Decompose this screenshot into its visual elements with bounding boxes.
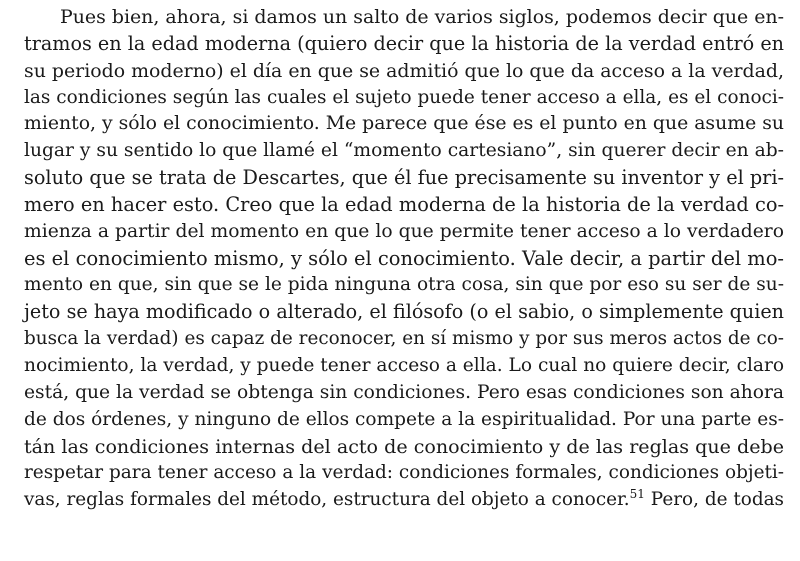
text-line-2: tramos en la edad moderna (quiero decir que la historia de la verdad entró en bbox=[24, 31, 784, 55]
text-line-3: su periodo moderno) el día en que se admitió que lo que da acceso a la verdad, bbox=[24, 59, 784, 82]
footnote-reference: 51 bbox=[629, 487, 645, 502]
text-line-10: es el conocimiento mismo, y sólo el conocimiento. Vale decir, a partir del mo- bbox=[24, 246, 784, 270]
text-line-7: soluto que se trata de Descartes, que él fue precisamente su inventor y el pri- bbox=[24, 166, 784, 190]
text-line-1: Pues bien, ahora, si damos un salto de varios siglos, podemos decir que en- bbox=[60, 6, 784, 28]
text-line-4: las condiciones según las cuales el sujeto puede tener acceso a ella, es el conoci- bbox=[24, 86, 784, 108]
text-line-19-main: vas, reglas formales del método, estructura del objeto a conocer. bbox=[24, 489, 630, 511]
text-line-8: mero en hacer esto. Creo que la edad moderna de la historia de la verdad co- bbox=[24, 192, 784, 216]
text-line-13: busca la verdad) es capaz de reconocer, en sí mismo y por sus meros actos de co- bbox=[24, 328, 784, 350]
text-line-19 bbox=[24, 487, 784, 514]
text-line-19-tail: Pero, de todas bbox=[644, 489, 784, 511]
text-line-14: nocimiento, la verdad, y puede tener acceso a ella. Lo cual no quiere decir, claro bbox=[24, 354, 785, 376]
text-line-18: respetar para tener acceso a la verdad: condiciones formales, condiciones objeti- bbox=[24, 462, 784, 484]
text-line-12: jeto se haya modificado o alterado, el filósofo (o el sabio, o simplemente quien bbox=[24, 300, 784, 324]
text-line-9: mienza a partir del momento en que lo que permite tener acceso a lo verdadero bbox=[24, 220, 784, 242]
text-line-17: tán las condiciones internas del acto de conocimiento y de las reglas que debe bbox=[24, 435, 784, 458]
text-line-15: está, que la verdad se obtenga sin condiciones. Pero esas condiciones son ahora bbox=[24, 381, 785, 403]
text-line-16: de dos órdenes, y ninguno de ellos compete a la espiritualidad. Por una parte es- bbox=[24, 408, 784, 430]
body-paragraph bbox=[24, 4, 784, 514]
text-line-5: miento, y sólo el conocimiento. Me parece que ése es el punto en que asume su bbox=[24, 113, 784, 135]
text-line-6: lugar y su sentido lo que llamé el “momento cartesiano”, sin querer decir en ab- bbox=[24, 140, 784, 162]
text-line-11: mento en que, sin que se le pida ninguna otra cosa, sin que por eso su ser de su- bbox=[24, 274, 784, 296]
